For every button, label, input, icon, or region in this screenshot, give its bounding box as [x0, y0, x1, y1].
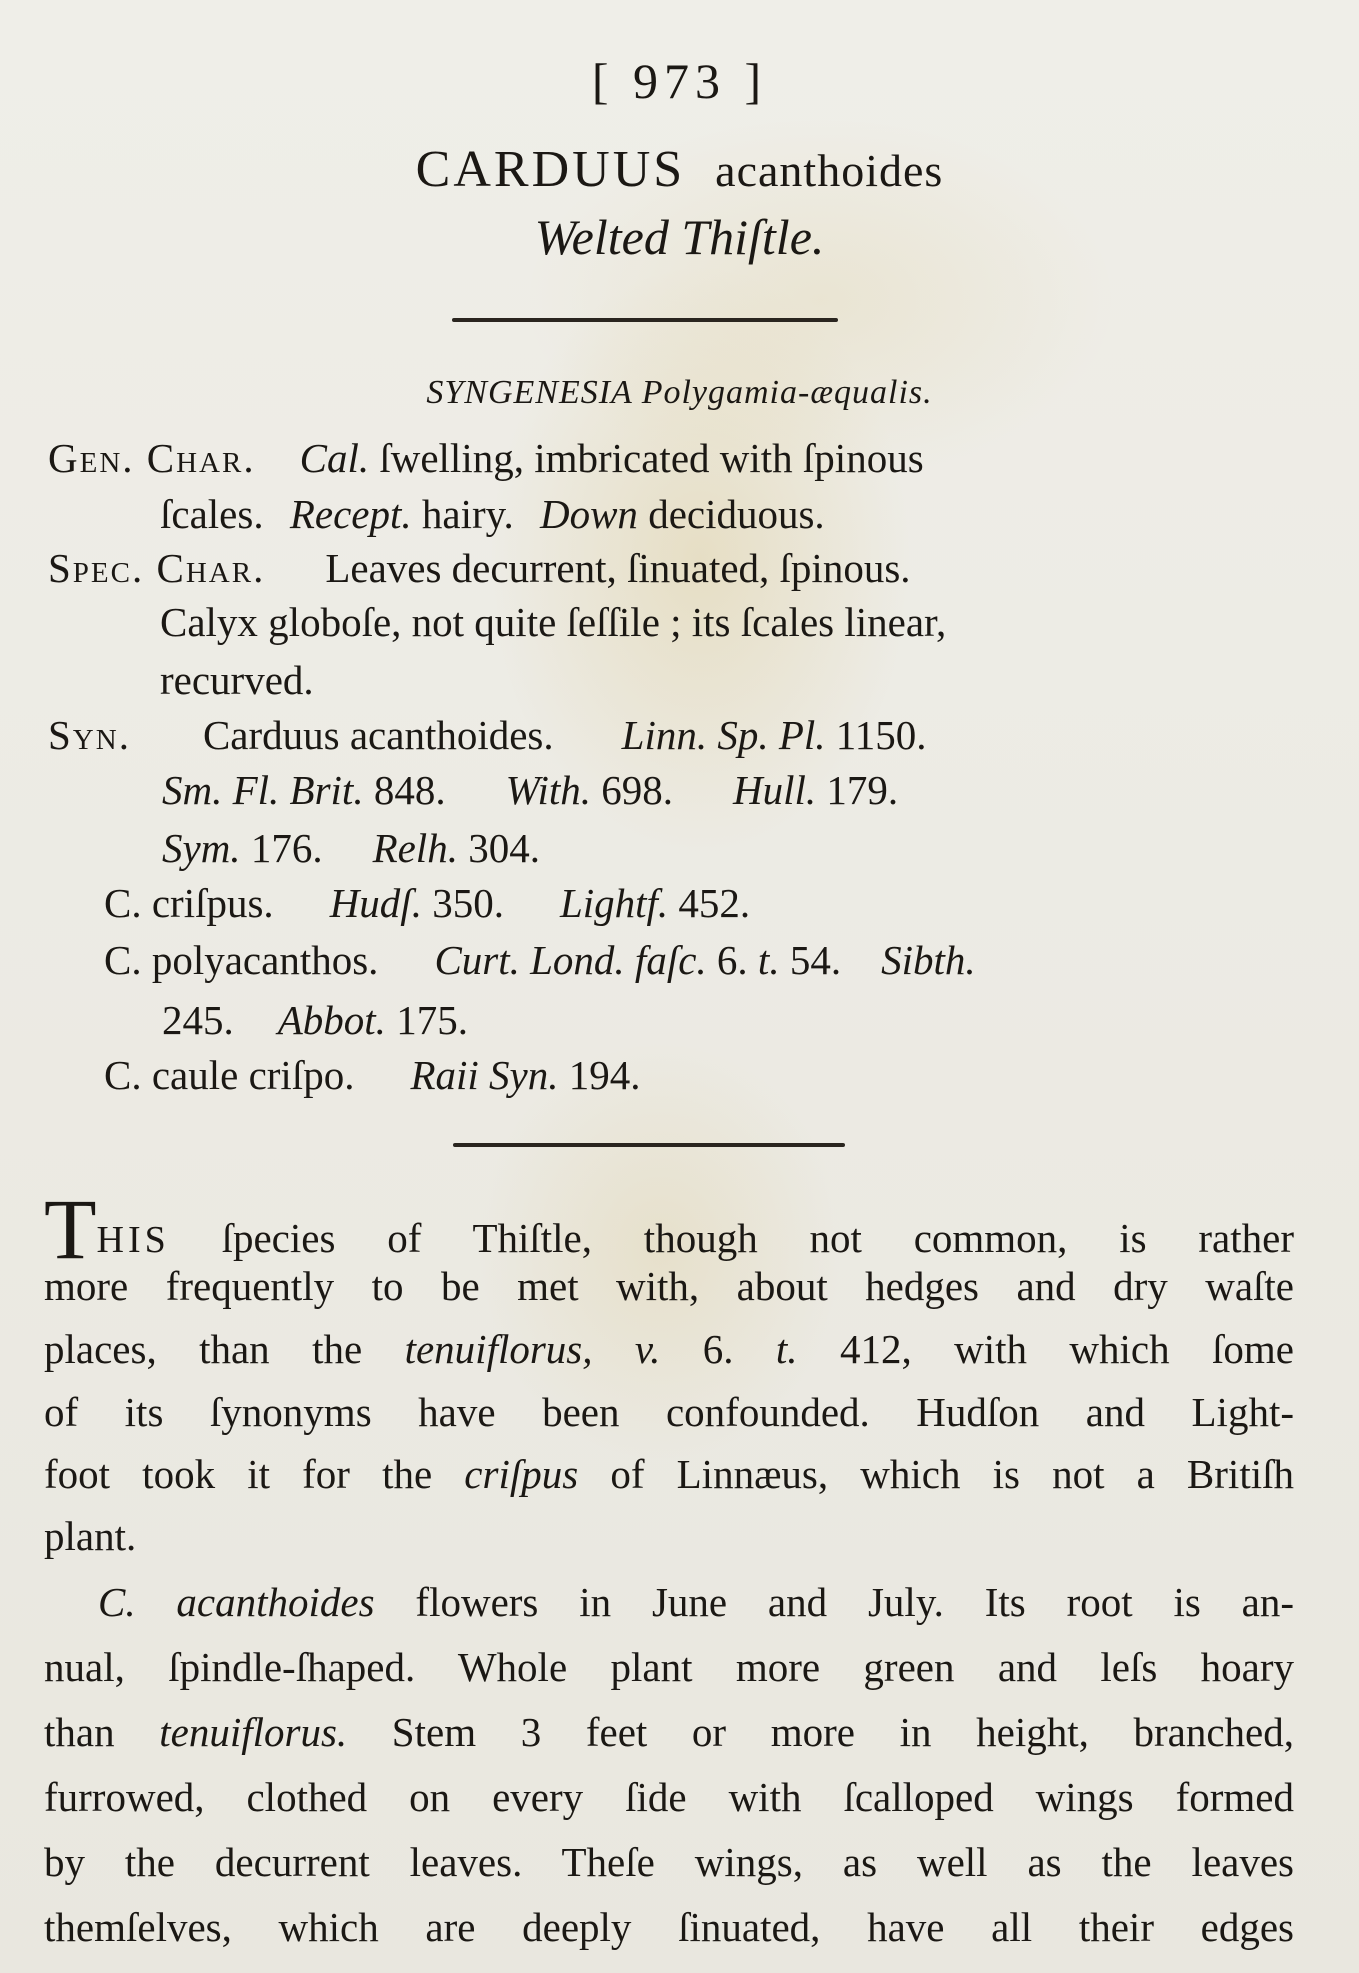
body-line-7: C. acanthoides flowers in June and July. Its root is an- — [98, 1579, 1294, 1625]
gen-char-line-2: ſcales. Recept. hairy. Down deciduous. — [160, 491, 825, 537]
syn-label: Syn. — [48, 712, 131, 758]
syn-line-6: 245. Abbot. 175. — [162, 997, 468, 1043]
page-number: [ 973 ] — [591, 53, 768, 109]
species-name: acanthoides — [715, 145, 944, 196]
syn-line-1: Syn. Carduus acanthoides. Linn. Sp. Pl. 1150. — [48, 712, 927, 758]
linnaean-class: SYNGENESIA Polygamia-æqualis. — [426, 374, 933, 411]
body-line-6: plant. — [44, 1513, 137, 1559]
body-line-9: than tenuiflorus. Stem 3 feet or more in height, branched, — [44, 1709, 1294, 1755]
body-line-12: themſelves, which are deeply ſinuated, have all their edges — [44, 1904, 1294, 1950]
syn-line-7: C. caule criſpo. Raii Syn. 194. — [104, 1052, 641, 1098]
body-line-11: by the decurrent leaves. Theſe wings, as well as the leaves — [44, 1839, 1294, 1885]
syn-line-3: Sym. 176. Relh. 304. — [162, 825, 540, 871]
spec-char-line-1: Spec. Char. Leaves decurrent, ſinuated, ſpinous. — [48, 545, 911, 591]
divider-rule-bottom — [453, 1143, 845, 1147]
gen-char-line-1: Gen. Char. Cal. ſwelling, imbricated with ſpinous — [48, 435, 924, 481]
body-line-5: foot took it for the criſpus of Linnæus, which is not a Britiſh — [44, 1451, 1294, 1497]
drop-cap: T — [44, 1181, 97, 1277]
syn-line-4: C. criſpus. Hudſ. 350. Lightf. 452. — [104, 880, 751, 926]
genus-name: CARDUUS — [415, 141, 686, 198]
divider-rule-top — [452, 318, 838, 322]
common-name: Welted Thiſtle. — [534, 209, 825, 265]
body-line-10: furrowed, clothed on every ſide with ſcalloped wings formed — [44, 1774, 1294, 1820]
body-line-1: THIS ſpecies of Thiſtle, though not common, is rather — [44, 1181, 1294, 1277]
body-line-4: of its ſynonyms have been confounded. Hudſon and Light- — [44, 1389, 1294, 1435]
body-line-8: nual, ſpindle-ſhaped. Whole plant more green and leſs hoary — [44, 1644, 1294, 1690]
spec-char-line-2: Calyx globoſe, not quite ſeſſile ; its ſcales linear, — [160, 599, 947, 645]
syn-line-5: C. polyacanthos. Curt. Lond. faſc. 6. t. 54. Sibth. — [104, 937, 976, 983]
spec-char-line-3: recurved. — [160, 657, 314, 703]
syn-line-2: Sm. Fl. Brit. 848. With. 698. Hull. 179. — [162, 767, 899, 813]
gen-char-label: Gen. Char. — [48, 435, 256, 481]
body-line-3: places, than the tenuiflorus, v. 6. t. 412, with which ſome — [44, 1326, 1295, 1372]
spec-char-label: Spec. Char. — [48, 545, 266, 591]
genus-heading — [0, 140, 1359, 199]
body-line-2: more frequently to be met with, about hedges and dry waſte — [44, 1263, 1294, 1309]
